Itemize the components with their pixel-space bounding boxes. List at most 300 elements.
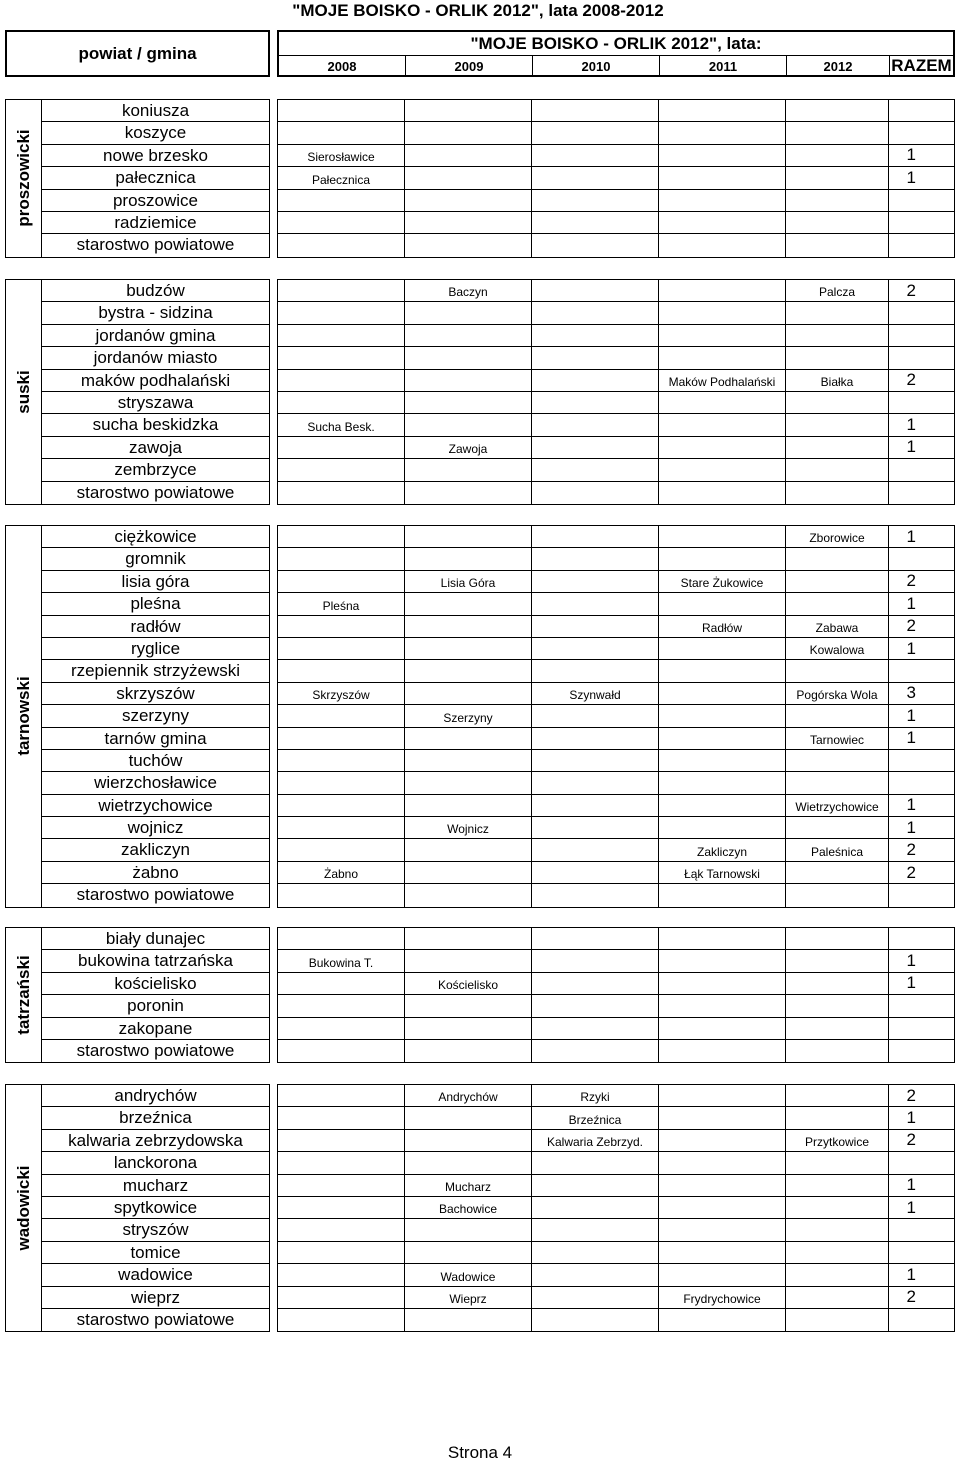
year-cell xyxy=(532,571,659,592)
year-cell xyxy=(532,995,659,1016)
year-cell xyxy=(405,548,532,569)
year-cell xyxy=(659,548,786,569)
total-cell xyxy=(889,392,954,413)
year-cell xyxy=(532,280,659,301)
year-cell xyxy=(786,750,889,771)
total-cell: 3 xyxy=(906,683,916,703)
gmina-list xyxy=(41,279,270,505)
gmina-list xyxy=(41,99,270,258)
header-year: 2009 xyxy=(406,56,533,76)
gmina-name: nowe brzesko xyxy=(42,145,269,167)
year-cell xyxy=(786,1242,889,1263)
gmina-name: kalwaria zebrzydowska xyxy=(42,1130,269,1152)
year-cell xyxy=(532,1242,659,1263)
total-cell: 1 xyxy=(906,817,916,837)
year-cell xyxy=(405,638,532,659)
total-cell: 1 xyxy=(906,437,916,457)
year-cell xyxy=(405,414,532,435)
year-cell xyxy=(659,884,786,906)
year-cell xyxy=(786,437,889,458)
year-cell xyxy=(786,414,889,435)
year-cell xyxy=(532,728,659,749)
table-row xyxy=(278,928,954,950)
year-grid xyxy=(277,99,955,258)
year-cell xyxy=(532,1287,659,1308)
year-cell xyxy=(659,928,786,949)
gmina-name: bukowina tatrzańska xyxy=(42,950,269,972)
year-cell: Andrychów xyxy=(405,1085,532,1106)
page-footer: Strona 4 xyxy=(447,1443,513,1462)
year-cell xyxy=(659,526,786,547)
year-cell xyxy=(278,526,405,547)
year-cell xyxy=(786,928,889,949)
year-cell xyxy=(405,862,532,883)
year-cell xyxy=(659,1107,786,1128)
year-grid xyxy=(277,279,955,505)
year-cell xyxy=(659,1040,786,1062)
year-cell xyxy=(278,190,405,211)
section-tatrzaski xyxy=(0,927,960,1063)
year-cell xyxy=(278,705,405,726)
powiat-name: proszowicki xyxy=(13,129,33,228)
year-cell xyxy=(278,772,405,793)
table-row xyxy=(278,1085,954,1107)
year-cell xyxy=(405,1018,532,1039)
year-cell xyxy=(786,1197,889,1218)
year-cell xyxy=(405,145,532,166)
gmina-name: spytkowice xyxy=(42,1197,269,1219)
total-cell: 1 xyxy=(906,1108,916,1128)
powiat-label xyxy=(5,927,41,1063)
year-cell xyxy=(659,302,786,323)
year-cell xyxy=(278,571,405,592)
total-cell xyxy=(889,302,954,323)
gmina-name: starostwo powiatowe xyxy=(76,885,235,905)
year-cell xyxy=(532,705,659,726)
year-cell xyxy=(532,1264,659,1285)
gmina-name: budzów xyxy=(42,280,269,302)
gmina-name: radziemice xyxy=(42,212,269,234)
year-cell: Wojnicz xyxy=(405,817,532,838)
table-row xyxy=(278,459,954,481)
year-cell xyxy=(278,482,405,504)
total-cell: 1 xyxy=(906,145,916,165)
total-cell: 1 xyxy=(906,705,916,725)
year-cell: Rzyki xyxy=(532,1085,659,1106)
year-cell xyxy=(405,995,532,1016)
year-cell xyxy=(659,1197,786,1218)
year-cell xyxy=(278,122,405,143)
year-cell xyxy=(405,772,532,793)
year-cell xyxy=(659,728,786,749)
header-years-block xyxy=(277,30,955,77)
year-cell xyxy=(405,1219,532,1240)
gmina-name: kościelisko xyxy=(42,973,269,995)
powiat-name: tatrzański xyxy=(13,955,33,1035)
gmina-name: szerzyny xyxy=(42,705,269,727)
year-cell: Kościelisko xyxy=(405,973,532,994)
table-row xyxy=(278,347,954,369)
gmina-name: brzeźnica xyxy=(42,1107,269,1129)
year-cell: Zborowice xyxy=(786,526,889,547)
year-cell xyxy=(532,973,659,994)
total-cell: 1 xyxy=(906,1264,916,1284)
year-cell xyxy=(405,302,532,323)
year-cell xyxy=(786,1264,889,1285)
year-cell xyxy=(786,1085,889,1106)
year-cell xyxy=(659,795,786,816)
section-proszowicki xyxy=(0,99,960,258)
year-cell xyxy=(278,212,405,233)
year-cell xyxy=(532,145,659,166)
gmina-name: starostwo powiatowe xyxy=(76,1040,235,1060)
year-cell xyxy=(532,1175,659,1196)
year-cell xyxy=(532,190,659,211)
powiat-label xyxy=(5,99,41,258)
table-row xyxy=(278,1107,954,1129)
year-cell xyxy=(532,616,659,637)
year-cell xyxy=(786,145,889,166)
year-cell xyxy=(278,616,405,637)
year-cell: Mucharz xyxy=(405,1175,532,1196)
year-cell xyxy=(278,325,405,346)
year-cell: Bachowice xyxy=(405,1197,532,1218)
year-cell: Zabawa xyxy=(786,616,889,637)
year-cell xyxy=(532,638,659,659)
year-cell xyxy=(659,190,786,211)
total-cell xyxy=(889,325,954,346)
year-cell xyxy=(532,1018,659,1039)
total-cell xyxy=(889,1040,954,1062)
year-cell xyxy=(278,370,405,391)
year-cell xyxy=(659,995,786,1016)
gmina-name: andrychów xyxy=(42,1085,269,1107)
table-row xyxy=(278,526,954,548)
year-cell xyxy=(786,459,889,480)
section-suski xyxy=(0,279,960,505)
powiat-name: wadowicki xyxy=(13,1165,33,1251)
year-cell xyxy=(405,347,532,368)
year-cell xyxy=(786,234,889,256)
year-cell xyxy=(786,660,889,681)
total-cell xyxy=(889,928,954,949)
table-row xyxy=(278,817,954,839)
year-cell xyxy=(532,950,659,971)
year-cell xyxy=(278,302,405,323)
year-cell xyxy=(532,167,659,188)
year-cell xyxy=(532,234,659,256)
year-cell xyxy=(405,1107,532,1128)
year-cell xyxy=(278,280,405,301)
year-cell xyxy=(532,817,659,838)
year-cell xyxy=(405,1309,532,1331)
year-cell xyxy=(278,1040,405,1062)
total-cell xyxy=(889,212,954,233)
year-cell: Kalwaria Zebrzyd. xyxy=(532,1130,659,1151)
year-cell xyxy=(532,660,659,681)
year-cell: Kowalowa xyxy=(786,638,889,659)
year-cell xyxy=(405,593,532,614)
table-row xyxy=(278,302,954,324)
year-cell xyxy=(659,482,786,504)
year-cell: Paleśnica xyxy=(786,839,889,860)
gmina-name: skrzyszów xyxy=(42,683,269,705)
year-cell xyxy=(278,1219,405,1240)
year-cell xyxy=(659,705,786,726)
total-cell: 1 xyxy=(906,1175,916,1195)
gmina-name: jordanów miasto xyxy=(42,347,269,369)
gmina-name: stryszawa xyxy=(42,392,269,414)
total-cell xyxy=(889,1219,954,1240)
year-cell xyxy=(786,167,889,188)
year-cell xyxy=(786,1040,889,1062)
gmina-name: biały dunajec xyxy=(42,928,269,950)
year-cell: Białka xyxy=(786,370,889,391)
year-cell: Tarnowiec xyxy=(786,728,889,749)
year-cell xyxy=(659,1175,786,1196)
year-cell: Pleśna xyxy=(278,593,405,614)
year-cell xyxy=(405,928,532,949)
year-cell: Łąk Tarnowski xyxy=(659,862,786,883)
table-row xyxy=(278,1287,954,1309)
year-cell xyxy=(278,1130,405,1151)
total-cell xyxy=(889,459,954,480)
header-year: 2008 xyxy=(279,56,406,76)
gmina-name: zakopane xyxy=(42,1018,269,1040)
total-cell xyxy=(889,772,954,793)
year-cell xyxy=(532,1197,659,1218)
year-cell xyxy=(405,325,532,346)
gmina-name: gromnik xyxy=(42,548,269,570)
table-row xyxy=(278,795,954,817)
gmina-name: proszowice xyxy=(42,190,269,212)
powiat-label xyxy=(5,525,41,908)
total-cell: 1 xyxy=(906,973,916,993)
year-cell xyxy=(786,973,889,994)
year-cell xyxy=(405,482,532,504)
table-row xyxy=(278,884,954,906)
gmina-name: bystra - sidzina xyxy=(42,302,269,324)
year-cell xyxy=(659,392,786,413)
year-cell: Bukowina T. xyxy=(278,950,405,971)
year-cell: Żabno xyxy=(278,862,405,883)
year-cell xyxy=(532,122,659,143)
table-row xyxy=(278,370,954,392)
table-row xyxy=(278,122,954,144)
table-row xyxy=(278,750,954,772)
year-cell xyxy=(786,1152,889,1173)
gmina-name: ciężkowice xyxy=(42,526,269,548)
table-row xyxy=(278,190,954,212)
year-cell xyxy=(786,325,889,346)
gmina-name: zembrzyce xyxy=(42,459,269,481)
year-cell xyxy=(659,234,786,256)
powiat-name: tarnowski xyxy=(13,676,33,757)
year-cell xyxy=(532,1219,659,1240)
year-cell xyxy=(659,280,786,301)
gmina-name: starostwo powiatowe xyxy=(76,235,235,255)
table-row xyxy=(278,593,954,615)
table-row xyxy=(278,683,954,705)
total-cell xyxy=(889,995,954,1016)
year-cell xyxy=(278,437,405,458)
year-cell xyxy=(278,884,405,906)
table-row xyxy=(278,392,954,414)
year-cell xyxy=(786,1018,889,1039)
year-cell xyxy=(278,459,405,480)
total-cell: 2 xyxy=(906,1085,916,1105)
year-cell: Palcza xyxy=(786,280,889,301)
year-cell: Pałecznica xyxy=(278,167,405,188)
year-cell xyxy=(659,1152,786,1173)
year-cell xyxy=(532,325,659,346)
total-cell: 2 xyxy=(906,840,916,860)
year-cell xyxy=(786,772,889,793)
year-cell xyxy=(405,1040,532,1062)
year-cell xyxy=(659,817,786,838)
year-cell xyxy=(659,660,786,681)
year-cell: Sierosławice xyxy=(278,145,405,166)
year-cell xyxy=(532,593,659,614)
year-cell: Szynwałd xyxy=(532,683,659,704)
section-tarnowski xyxy=(0,525,960,908)
table-row xyxy=(278,1309,954,1331)
gmina-name: wietrzychowice xyxy=(42,795,269,817)
year-cell xyxy=(532,437,659,458)
year-cell xyxy=(659,1309,786,1331)
year-cell: Pogórska Wola xyxy=(786,683,889,704)
year-cell xyxy=(405,683,532,704)
year-cell xyxy=(405,616,532,637)
year-cell xyxy=(532,548,659,569)
year-cell xyxy=(786,1175,889,1196)
table-row xyxy=(278,995,954,1017)
year-cell: Frydrychowice xyxy=(659,1287,786,1308)
year-cell xyxy=(786,392,889,413)
year-cell xyxy=(786,548,889,569)
year-cell xyxy=(278,817,405,838)
year-cell: Brzeźnica xyxy=(532,1107,659,1128)
gmina-name: mucharz xyxy=(42,1175,269,1197)
total-cell: 2 xyxy=(906,1130,916,1150)
year-cell xyxy=(659,683,786,704)
year-cell xyxy=(786,705,889,726)
year-cell xyxy=(405,526,532,547)
table-row xyxy=(278,414,954,436)
year-cell: Wieprz xyxy=(405,1287,532,1308)
gmina-name: lanckorona xyxy=(42,1152,269,1174)
total-cell xyxy=(889,1242,954,1263)
header-years-row xyxy=(279,55,953,76)
year-cell xyxy=(278,1287,405,1308)
header-year: 2011 xyxy=(660,56,787,76)
year-cell xyxy=(532,1152,659,1173)
year-cell xyxy=(278,1197,405,1218)
year-cell xyxy=(532,526,659,547)
year-cell xyxy=(659,1219,786,1240)
year-cell xyxy=(405,750,532,771)
total-cell xyxy=(889,548,954,569)
year-cell xyxy=(278,1152,405,1173)
year-cell xyxy=(405,100,532,121)
year-cell xyxy=(532,884,659,906)
year-cell xyxy=(278,1085,405,1106)
powiat-label xyxy=(5,1084,41,1332)
year-cell xyxy=(532,862,659,883)
year-cell xyxy=(278,750,405,771)
year-cell xyxy=(786,995,889,1016)
table-row xyxy=(278,1040,954,1062)
year-cell xyxy=(532,482,659,504)
table-row xyxy=(278,1197,954,1219)
table-row xyxy=(278,280,954,302)
year-cell xyxy=(659,122,786,143)
gmina-name: tomice xyxy=(42,1242,269,1264)
year-cell xyxy=(786,950,889,971)
year-cell xyxy=(786,1287,889,1308)
year-grid xyxy=(277,927,955,1063)
gmina-list xyxy=(41,927,270,1063)
year-cell xyxy=(278,638,405,659)
year-cell xyxy=(659,212,786,233)
total-cell xyxy=(889,1018,954,1039)
year-cell xyxy=(405,167,532,188)
total-cell xyxy=(889,190,954,211)
table-row xyxy=(278,839,954,861)
header-powiat-gmina: powiat / gmina xyxy=(5,30,270,77)
table-row xyxy=(278,234,954,256)
table-row xyxy=(278,950,954,972)
gmina-name: wieprz xyxy=(42,1287,269,1309)
total-cell: 2 xyxy=(906,370,916,390)
year-cell xyxy=(405,950,532,971)
year-cell xyxy=(405,370,532,391)
total-cell: 1 xyxy=(906,526,916,546)
table-row xyxy=(278,660,954,682)
year-cell: Szerzyny xyxy=(405,705,532,726)
total-cell: 1 xyxy=(906,167,916,187)
year-cell xyxy=(278,347,405,368)
year-cell xyxy=(278,1175,405,1196)
header-years-title: "MOJE BOISKO - ORLIK 2012", lata: xyxy=(470,34,762,53)
total-cell: 2 xyxy=(906,280,916,300)
year-cell xyxy=(659,950,786,971)
total-cell: 2 xyxy=(906,1287,916,1307)
year-cell: Wadowice xyxy=(405,1264,532,1285)
year-cell xyxy=(278,548,405,569)
total-cell: 1 xyxy=(906,795,916,815)
total-cell: 2 xyxy=(906,616,916,636)
year-cell: Zakliczyn xyxy=(659,839,786,860)
total-cell: 1 xyxy=(906,593,916,613)
powiat-label xyxy=(5,279,41,505)
year-cell xyxy=(278,973,405,994)
year-cell xyxy=(786,817,889,838)
gmina-name: radłów xyxy=(42,616,269,638)
header-total: RAZEM xyxy=(891,56,952,75)
table-row xyxy=(278,973,954,995)
year-cell xyxy=(659,325,786,346)
year-cell xyxy=(659,638,786,659)
year-cell xyxy=(405,884,532,906)
total-cell: 1 xyxy=(906,1197,916,1217)
table-row xyxy=(278,571,954,593)
gmina-name: koszyce xyxy=(42,122,269,144)
year-cell xyxy=(405,728,532,749)
gmina-name: zawoja xyxy=(42,437,269,459)
gmina-name: pleśna xyxy=(42,593,269,615)
table-row xyxy=(278,100,954,122)
